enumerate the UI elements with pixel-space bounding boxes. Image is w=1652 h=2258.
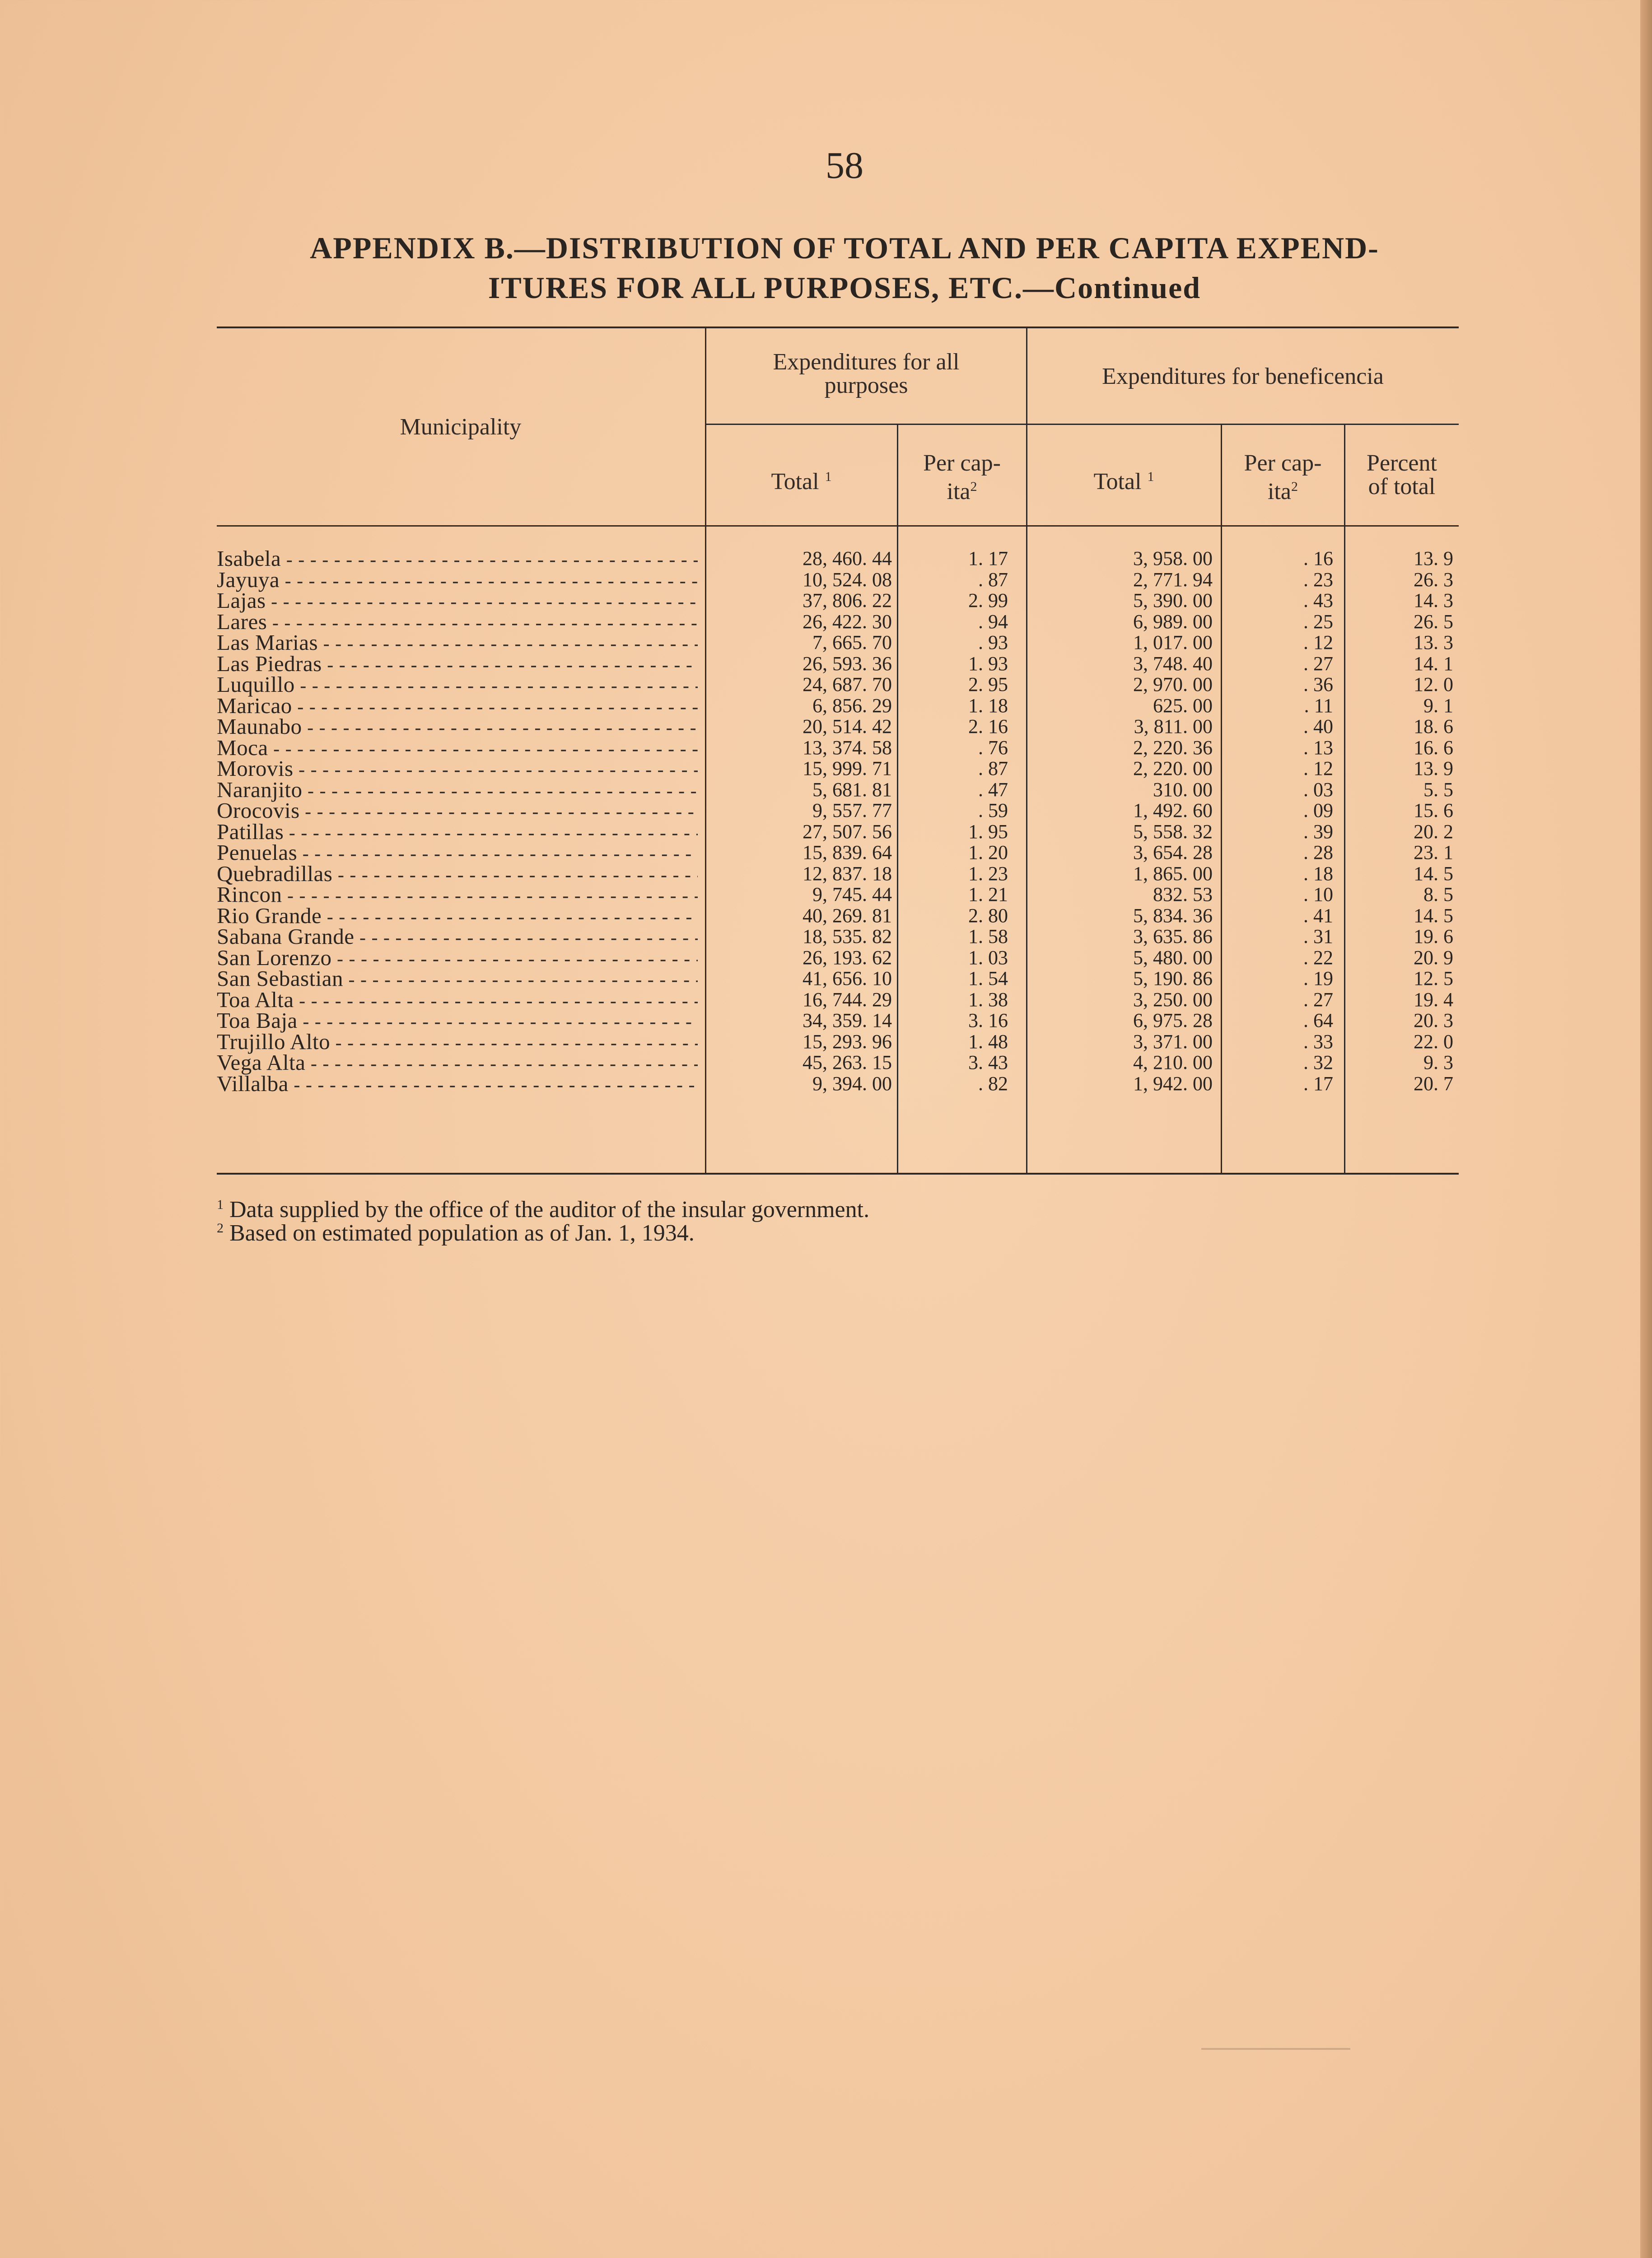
- cell-pc-all: . 87: [978, 757, 1008, 779]
- cell-total-all: 10, 524. 08: [803, 568, 892, 591]
- cell-pc-all: 1. 23: [968, 862, 1008, 885]
- cell-total-ben: 4, 210. 00: [1133, 1051, 1213, 1073]
- cell-pc-all: 1. 03: [968, 946, 1008, 969]
- cell-pc-ben: . 27: [1303, 988, 1333, 1011]
- cell-total-ben: 832. 53: [1153, 883, 1213, 905]
- municipality-name: Naranjito - - -: [217, 779, 698, 802]
- cell-total-all: 41, 656. 10: [803, 967, 892, 989]
- table-row: [0, 842, 1652, 863]
- cell-pc-ben: . 10: [1303, 883, 1333, 905]
- cell-total-ben: 1, 942. 00: [1133, 1072, 1213, 1095]
- municipality-name: Lares - - -: [217, 611, 698, 634]
- cell-pc-ben: . 43: [1303, 589, 1333, 611]
- cell-total-ben: 3, 371. 00: [1133, 1030, 1213, 1053]
- cell-pc-all: . 87: [978, 568, 1008, 591]
- cell-pc-ben: . 32: [1303, 1051, 1333, 1073]
- cell-pc-ben: . 64: [1303, 1009, 1333, 1031]
- table-row: [0, 821, 1652, 842]
- municipality-name: Isabela - - -: [217, 548, 698, 571]
- cell-total-all: 12, 837. 18: [803, 862, 892, 885]
- footnote-1: $^1$ Data supplied by the office of the auditor of the insular government.: [217, 1197, 870, 1222]
- cell-pc-ben: . 12: [1303, 631, 1333, 653]
- cell-pc-ben: . 41: [1303, 904, 1333, 927]
- cell-total-all: 40, 269. 81: [803, 904, 892, 927]
- table-row: [0, 968, 1652, 989]
- cell-total-all: 26, 593. 36: [803, 652, 892, 675]
- header-municipality: Municipality: [400, 414, 522, 440]
- table-row: [0, 758, 1652, 779]
- municipality-name: Las Marias - - -: [217, 632, 698, 655]
- cell-pct: 12. 5: [1414, 967, 1453, 989]
- cell-pc-all: . 47: [978, 778, 1008, 801]
- cell-pc-ben: . 16: [1303, 547, 1333, 569]
- cell-pc-all: 1. 95: [968, 820, 1008, 843]
- cell-total-ben: 3, 635. 86: [1133, 925, 1213, 947]
- cell-total-all: 9, 557. 77: [812, 799, 892, 821]
- cell-pc-all: 2. 16: [968, 715, 1008, 737]
- municipality-name: Patillas - - -: [217, 821, 698, 844]
- municipality-name: Rio Grande - - -: [217, 905, 698, 928]
- cell-pc-ben: . 31: [1303, 925, 1333, 947]
- header-total-beneficencia: Total $^1$: [1093, 469, 1154, 495]
- header-group-rule: [706, 424, 1459, 425]
- cell-pc-ben: . 03: [1303, 778, 1333, 801]
- cell-pc-ben: . 27: [1303, 652, 1333, 675]
- cell-pct: 20. 9: [1414, 946, 1453, 969]
- municipality-name: Rincon - - -: [217, 884, 698, 907]
- cell-total-all: 13, 374. 58: [803, 736, 892, 759]
- cell-pct: 22. 0: [1414, 1030, 1453, 1053]
- cell-total-all: 27, 507. 56: [803, 820, 892, 843]
- cell-total-all: 18, 535. 82: [803, 925, 892, 947]
- cell-pc-all: . 94: [978, 610, 1008, 633]
- table-row: [0, 1073, 1652, 1094]
- table-bottom-rule: [217, 1173, 1459, 1175]
- municipality-name: Villalba - - -: [217, 1073, 698, 1096]
- cell-pc-ben: . 33: [1303, 1030, 1333, 1053]
- municipality-name: Toa Baja - - -: [217, 1010, 698, 1033]
- cell-pct: 20. 7: [1414, 1072, 1453, 1095]
- header-per-capita-beneficencia: Per cap- ita$^2$: [1244, 450, 1322, 504]
- cell-total-ben: 5, 480. 00: [1133, 946, 1213, 969]
- page-title: [212, 228, 1477, 308]
- cell-total-ben: 310. 00: [1153, 778, 1213, 801]
- cell-pct: 13. 3: [1414, 631, 1453, 653]
- cell-pc-ben: . 09: [1303, 799, 1333, 821]
- table-row: [0, 674, 1652, 695]
- table-row: [0, 779, 1652, 800]
- cell-pc-all: 1. 18: [968, 694, 1008, 717]
- cell-pc-all: 1. 48: [968, 1030, 1008, 1053]
- cell-total-ben: 3, 811. 00: [1134, 715, 1213, 737]
- cell-total-ben: 3, 958. 00: [1133, 547, 1213, 569]
- header-group-all-purposes: Expenditures for all purposes: [773, 349, 960, 398]
- cell-total-all: 26, 193. 62: [803, 946, 892, 969]
- cell-pc-all: 1. 20: [968, 841, 1008, 863]
- cell-pc-ben: . 39: [1303, 820, 1333, 843]
- cell-total-ben: 2, 220. 00: [1133, 757, 1213, 779]
- cell-pct: 19. 4: [1414, 988, 1453, 1011]
- cell-pc-all: 1. 54: [968, 967, 1008, 989]
- cell-pc-ben: . 18: [1303, 862, 1333, 885]
- cell-total-ben: 1, 865. 00: [1133, 862, 1213, 885]
- cell-pc-all: 1. 21: [968, 883, 1008, 905]
- header-total-all: Total $^1$: [771, 469, 832, 495]
- table-row: [0, 653, 1652, 674]
- header-group-beneficencia: Expenditures for beneficencia: [1102, 364, 1384, 389]
- cell-pct: 14. 5: [1414, 904, 1453, 927]
- municipality-name: Sabana Grande - - -: [217, 926, 698, 949]
- cell-total-all: 15, 293. 96: [803, 1030, 892, 1053]
- municipality-name: Morovis - - -: [217, 758, 698, 781]
- cell-pct: 26. 5: [1414, 610, 1453, 633]
- cell-pc-all: 3. 43: [968, 1051, 1008, 1073]
- cell-total-ben: 6, 975. 28: [1133, 1009, 1213, 1031]
- cell-pc-all: . 93: [978, 631, 1008, 653]
- municipality-name: San Sebastian - - -: [217, 968, 698, 991]
- table-row: [0, 1031, 1652, 1052]
- cell-total-ben: 3, 250. 00: [1133, 988, 1213, 1011]
- cell-total-all: 34, 359. 14: [803, 1009, 892, 1031]
- municipality-name: Vega Alta - - -: [217, 1052, 698, 1075]
- cell-pc-ben: . 17: [1303, 1072, 1333, 1095]
- municipality-name: Quebradillas - - -: [217, 863, 698, 886]
- table-row: [0, 569, 1652, 590]
- table-row: [0, 695, 1652, 716]
- cell-pct: 5. 5: [1423, 778, 1453, 801]
- cell-pct: 12. 0: [1414, 673, 1453, 695]
- table-row: [0, 737, 1652, 758]
- cell-pct: 20. 2: [1414, 820, 1453, 843]
- cell-pc-ben: . 40: [1303, 715, 1333, 737]
- table-row: [0, 590, 1652, 611]
- table-row: [0, 863, 1652, 884]
- cell-pct: 13. 9: [1414, 547, 1453, 569]
- cell-pc-ben: . 28: [1303, 841, 1333, 863]
- cell-pct: 15. 6: [1414, 799, 1453, 821]
- cell-total-ben: 5, 190. 86: [1133, 967, 1213, 989]
- municipality-name: Penuelas - - -: [217, 842, 698, 865]
- cell-pc-all: 1. 58: [968, 925, 1008, 947]
- cell-total-ben: 2, 771. 94: [1133, 568, 1213, 591]
- table-row: [0, 926, 1652, 947]
- cell-pct: 26. 3: [1414, 568, 1453, 591]
- cell-total-ben: 6, 989. 00: [1133, 610, 1213, 633]
- table-row: [0, 905, 1652, 926]
- cell-total-all: 20, 514. 42: [803, 715, 892, 737]
- cell-total-ben: 5, 558. 32: [1133, 820, 1213, 843]
- header-bottom-rule: [217, 525, 1459, 527]
- cell-total-ben: 3, 748. 40: [1133, 652, 1213, 675]
- page-edge: [1640, 0, 1652, 2258]
- cell-pc-all: 3. 16: [968, 1009, 1008, 1031]
- municipality-name: Jayuya - - -: [217, 569, 698, 592]
- table-row: [0, 716, 1652, 737]
- cell-pc-ben: . 12: [1303, 757, 1333, 779]
- cell-total-all: 15, 839. 64: [803, 841, 892, 863]
- table-row: [0, 1052, 1652, 1073]
- cell-pct: 8. 5: [1423, 883, 1453, 905]
- cell-pc-ben: . 19: [1303, 967, 1333, 989]
- table-row: [0, 632, 1652, 653]
- table-row: [0, 548, 1652, 569]
- table-row: [0, 884, 1652, 905]
- municipality-name: Toa Alta - - -: [217, 989, 698, 1012]
- cell-pc-ben: . 22: [1303, 946, 1333, 969]
- cell-total-ben: 2, 220. 36: [1133, 736, 1213, 759]
- cell-pct: 14. 1: [1414, 652, 1453, 675]
- municipality-name: San Lorenzo - - -: [217, 947, 698, 970]
- cell-pct: 20. 3: [1414, 1009, 1453, 1031]
- cell-pc-ben: . 13: [1303, 736, 1333, 759]
- table-row: [0, 1010, 1652, 1031]
- municipality-name: Lajas - - -: [217, 590, 698, 613]
- cell-total-all: 24, 687. 70: [803, 673, 892, 695]
- table-top-rule: [217, 327, 1459, 328]
- cell-pct: 18. 6: [1414, 715, 1453, 737]
- cell-pc-all: . 59: [978, 799, 1008, 821]
- cell-total-all: 16, 744. 29: [803, 988, 892, 1011]
- cell-total-all: 6, 856. 29: [812, 694, 892, 717]
- cell-pct: 14. 5: [1414, 862, 1453, 885]
- cell-total-all: 28, 460. 44: [803, 547, 892, 569]
- cell-total-all: 26, 422. 30: [803, 610, 892, 633]
- cell-total-ben: 2, 970. 00: [1133, 673, 1213, 695]
- cell-pc-all: . 82: [978, 1072, 1008, 1095]
- cell-total-ben: 3, 654. 28: [1133, 841, 1213, 863]
- municipality-name: Trujillo Alto - - -: [217, 1031, 698, 1054]
- cell-pc-all: 2. 95: [968, 673, 1008, 695]
- cell-pct: 14. 3: [1414, 589, 1453, 611]
- cell-pct: 16. 6: [1414, 736, 1453, 759]
- table-row: [0, 989, 1652, 1010]
- cell-pct: 9. 1: [1423, 694, 1453, 717]
- title-line-2: ITURES FOR ALL PURPOSES, ETC.—Continued: [488, 271, 1201, 305]
- header-percent-of-total: Percent of total: [1367, 450, 1437, 499]
- footnote-2: $^2$ Based on estimated population as of Jan. 1, 1934.: [217, 1220, 695, 1246]
- cell-total-all: 9, 745. 44: [812, 883, 892, 905]
- table-row: [0, 800, 1652, 821]
- municipality-name: Las Piedras - - -: [217, 653, 698, 676]
- cell-total-ben: 1, 017. 00: [1133, 631, 1213, 653]
- cell-pc-ben: . 23: [1303, 568, 1333, 591]
- title-line-1: APPENDIX B.—DISTRIBUTION OF TOTAL AND PER CAPITA EXPEND-: [310, 231, 1379, 265]
- cell-pct: 13. 9: [1414, 757, 1453, 779]
- cell-pc-all: 1. 93: [968, 652, 1008, 675]
- cell-pc-all: 1. 17: [968, 547, 1008, 569]
- page-number: 58: [826, 145, 863, 187]
- cell-total-ben: 1, 492. 60: [1133, 799, 1213, 821]
- cell-total-ben: 5, 390. 00: [1133, 589, 1213, 611]
- municipality-name: Maricao - - -: [217, 695, 698, 718]
- municipality-name: Maunabo - - -: [217, 716, 698, 739]
- cell-pc-all: 2. 80: [968, 904, 1008, 927]
- cell-pc-all: 2. 99: [968, 589, 1008, 611]
- cell-pct: 19. 6: [1414, 925, 1453, 947]
- cell-total-all: 5, 681. 81: [812, 778, 892, 801]
- municipality-name: Orocovis - - -: [217, 800, 698, 823]
- cell-total-all: 37, 806. 22: [803, 589, 892, 611]
- header-per-capita-all: Per cap- ita$^2$: [923, 450, 1001, 504]
- cell-pc-all: 1. 38: [968, 988, 1008, 1011]
- cell-pc-ben: . 36: [1303, 673, 1333, 695]
- municipality-name: Moca - - -: [217, 737, 698, 760]
- cell-total-all: 9, 394. 00: [812, 1072, 892, 1095]
- cell-pc-all: . 76: [978, 736, 1008, 759]
- cell-pc-ben: . 25: [1303, 610, 1333, 633]
- cell-total-all: 15, 999. 71: [803, 757, 892, 779]
- table-row: [0, 947, 1652, 968]
- cell-pct: 23. 1: [1414, 841, 1453, 863]
- cell-total-all: 45, 263. 15: [803, 1051, 892, 1073]
- cell-total-ben: 5, 834. 36: [1133, 904, 1213, 927]
- paper-mark: [1201, 2048, 1350, 2050]
- cell-total-all: 7, 665. 70: [812, 631, 892, 653]
- municipality-name: Luquillo - - -: [217, 674, 698, 697]
- cell-pct: 9. 3: [1423, 1051, 1453, 1073]
- cell-pc-ben: . 11: [1304, 694, 1333, 717]
- cell-total-ben: 625. 00: [1153, 694, 1213, 717]
- table-row: [0, 611, 1652, 632]
